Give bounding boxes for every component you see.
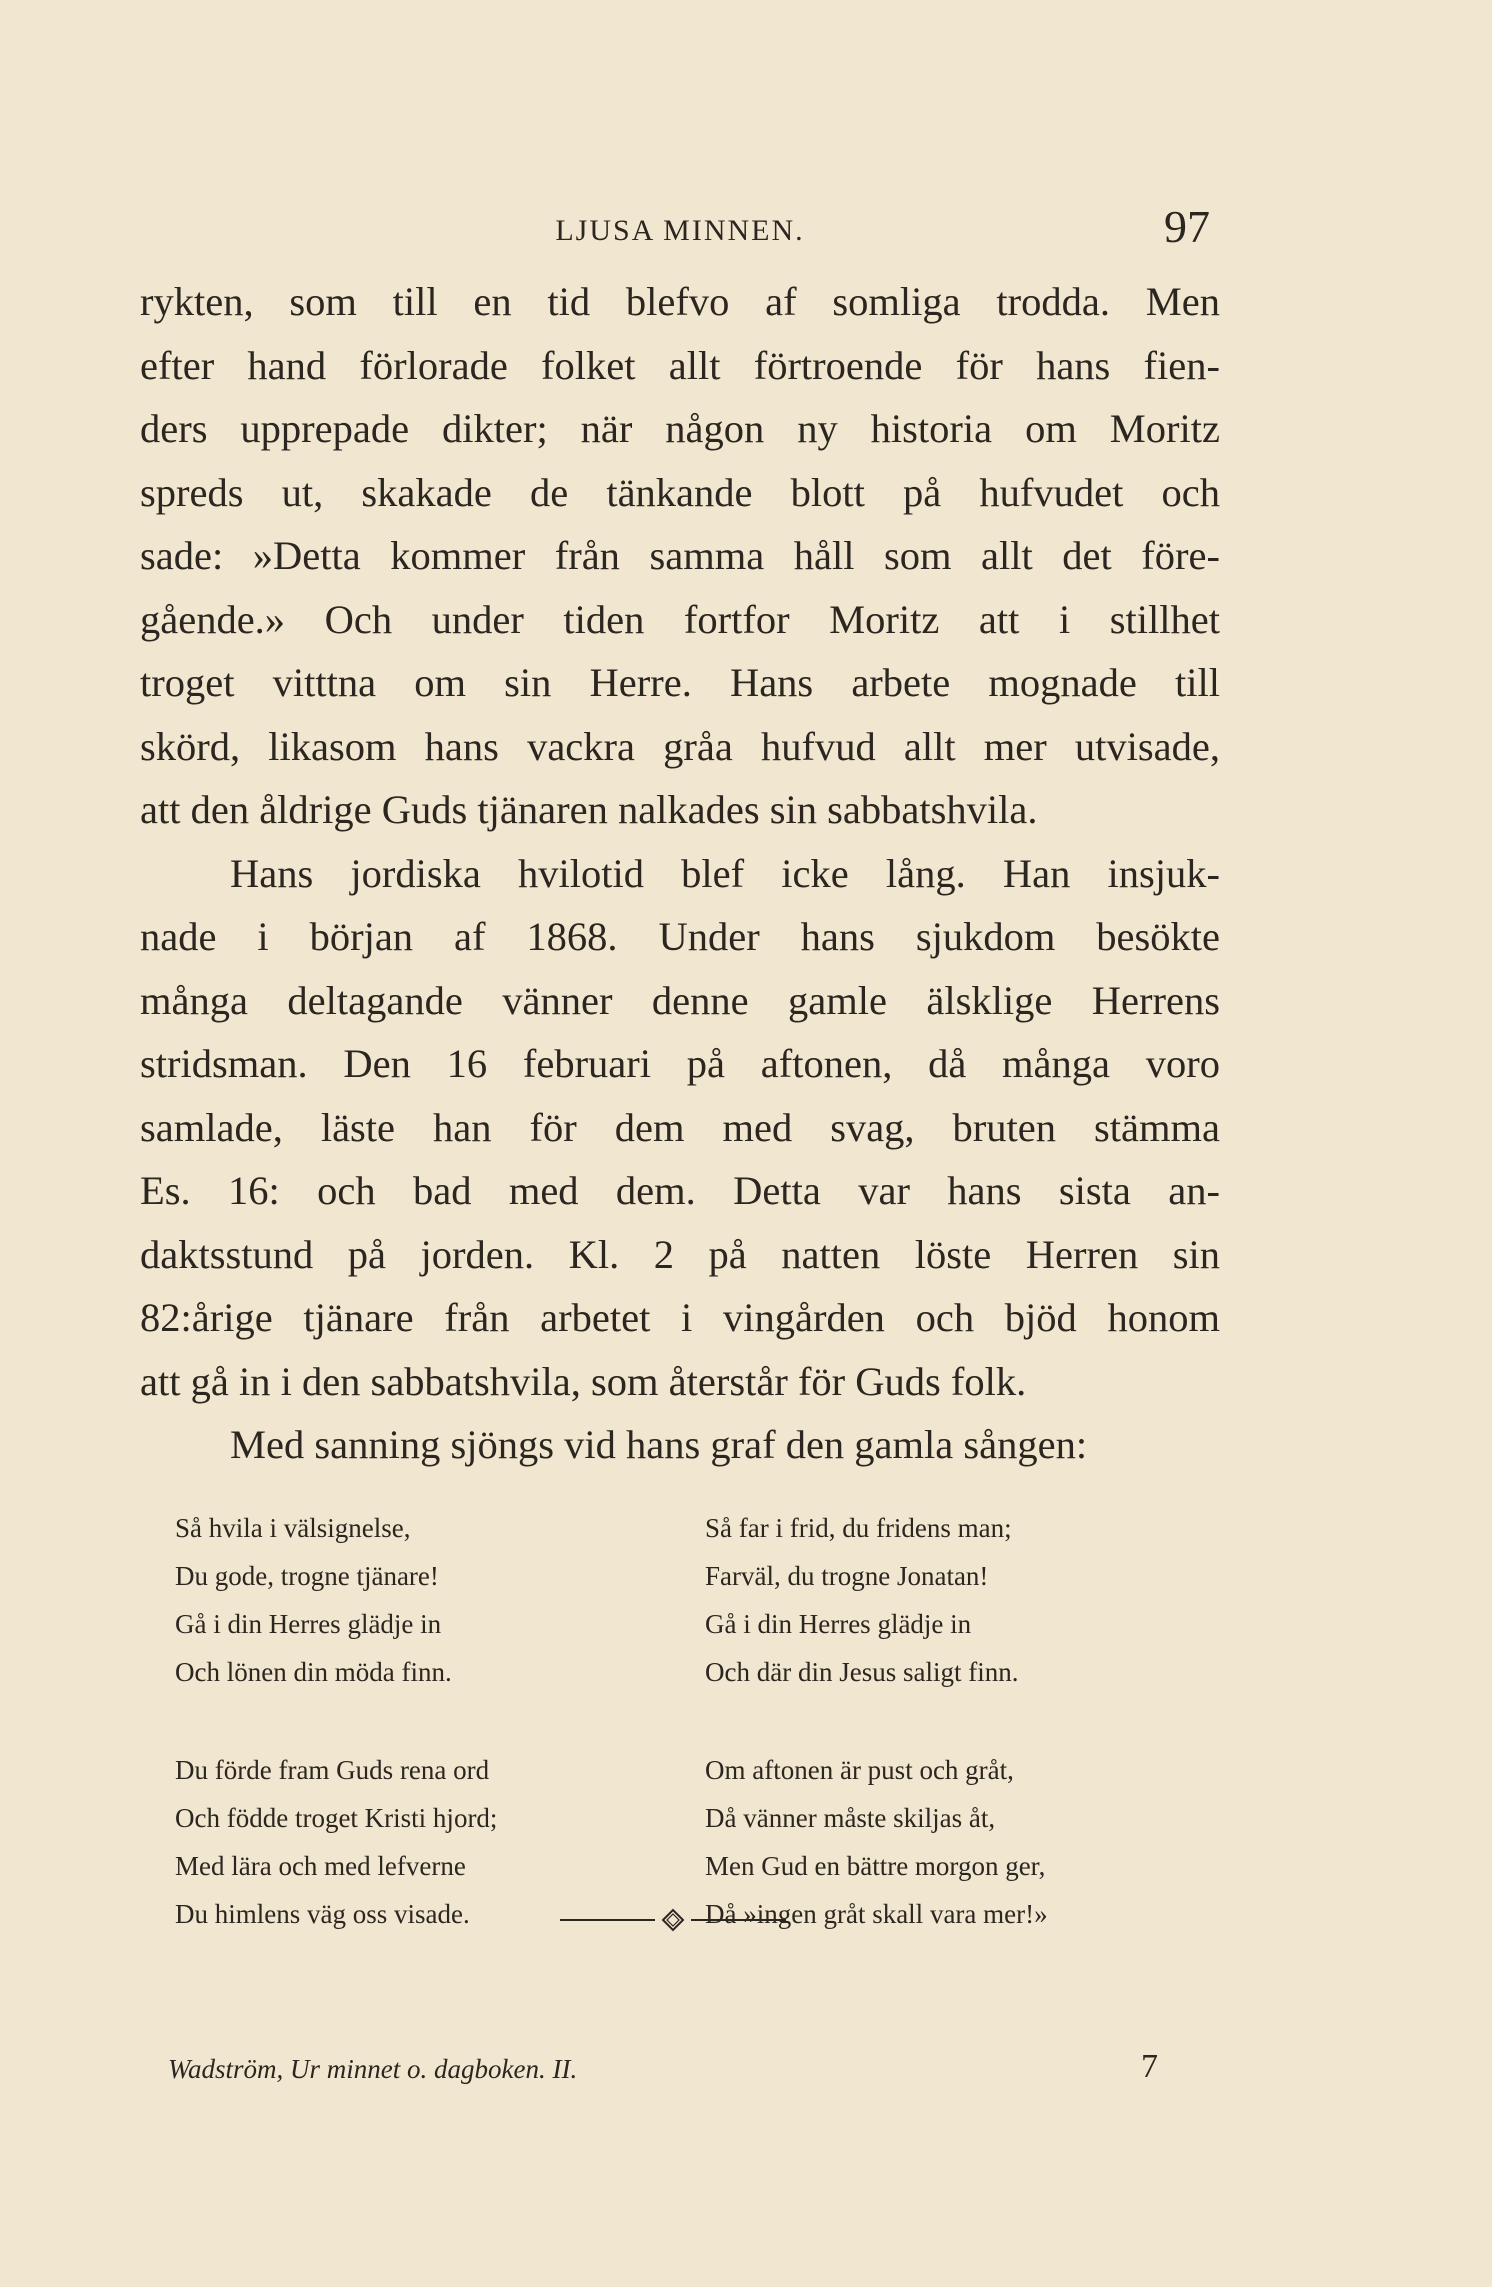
stanza <box>175 1504 655 1696</box>
text-line: sade: »Detta kommer från samma håll som allt det före- <box>140 533 1220 578</box>
text-line: 82:årige tjänare från arbetet i vingården och bjöd honom <box>140 1295 1220 1340</box>
ornament-divider-icon <box>560 1905 786 1935</box>
text-line: nade i början af 1868. Under hans sjukdom besökte <box>140 914 1220 959</box>
footer <box>168 2048 1158 2094</box>
stanza <box>705 1504 1185 1696</box>
verse-line: Om aftonen är pust och gråt, <box>705 1755 1014 1785</box>
page-number: 97 <box>1164 201 1210 252</box>
text-line: gående.» Och under tiden fortfor Moritz att i stillhet <box>140 596 1220 642</box>
verse-line: Du gode, trogne tjänare! <box>175 1561 439 1591</box>
text-line: stridsman. Den 16 februari på aftonen, då många voro <box>140 1041 1220 1086</box>
text-line: Med sanning sjöngs vid hans graf den gamla sången: <box>230 1422 1088 1467</box>
running-title: LJUSA MINNEN. <box>555 214 805 247</box>
verse-line: Då »ingen gråt skall vara mer!» <box>705 1899 1048 1929</box>
body-text <box>140 270 1220 1477</box>
text-line: spreds ut, skakade de tänkande blott på hufvudet och <box>140 469 1220 515</box>
verse-line: Gå i din Herres glädje in <box>175 1609 442 1639</box>
verse-line: Farväl, du trogne Jonatan! <box>705 1561 989 1591</box>
verse-line: Du himlens väg oss visade. <box>175 1899 470 1929</box>
running-head <box>140 200 1220 260</box>
text-line: Hans jordiska hvilotid blef icke lång. Han insjuk- <box>230 850 1220 896</box>
text-line: många deltagande vänner denne gamle älsklige Herrens <box>140 977 1220 1023</box>
stanza-row <box>175 1504 1185 1696</box>
sheet-number: 7 <box>1141 2048 1158 2085</box>
text-line: ders upprepade dikter; när någon ny historia om Moritz <box>140 406 1220 451</box>
verse-line: Och lönen din möda finn. <box>175 1657 452 1687</box>
text-line: skörd, likasom hans vackra gråa hufvud allt mer utvisade, <box>140 723 1220 769</box>
verse-line: Och där din Jesus saligt finn. <box>705 1657 1019 1687</box>
text-line: att gå in i den sabbatshvila, som återstår för Guds folk. <box>140 1358 1027 1404</box>
text-line: daktsstund på jorden. Kl. 2 på natten löste Herren sin <box>140 1231 1220 1277</box>
text-line: samlade, läste han för dem med svag, bruten stämma <box>140 1104 1220 1150</box>
verse-line: Men Gud en bättre morgon ger, <box>705 1851 1046 1881</box>
text-line: att den åldrige Guds tjänaren nalkades sin sabbatshvila. <box>140 787 1038 832</box>
text-line: efter hand förlorade folket allt förtroende för hans fien- <box>140 342 1220 388</box>
verse-line: Gå i din Herres glädje in <box>705 1609 972 1639</box>
text-line: rykten, som till en tid blefvo af somliga trodda. Men <box>140 279 1220 324</box>
verse-line: Så far i frid, du fridens man; <box>705 1513 1012 1543</box>
text-line: troget vitttna om sin Herre. Hans arbete mognade till <box>140 660 1220 705</box>
verse-line: Med lära och med lefverne <box>175 1851 466 1881</box>
verse-line: Du förde fram Guds rena ord <box>175 1755 490 1785</box>
text-line: Es. 16: och bad med dem. Detta var hans sista an- <box>140 1168 1220 1213</box>
verse-line: Så hvila i välsignelse, <box>175 1513 411 1543</box>
signature-line: Wadström, Ur minnet o. dagboken. II. <box>168 2054 578 2084</box>
verse-line: Och födde troget Kristi hjord; <box>175 1803 498 1833</box>
verse-line: Då vänner måste skiljas åt, <box>705 1803 996 1833</box>
